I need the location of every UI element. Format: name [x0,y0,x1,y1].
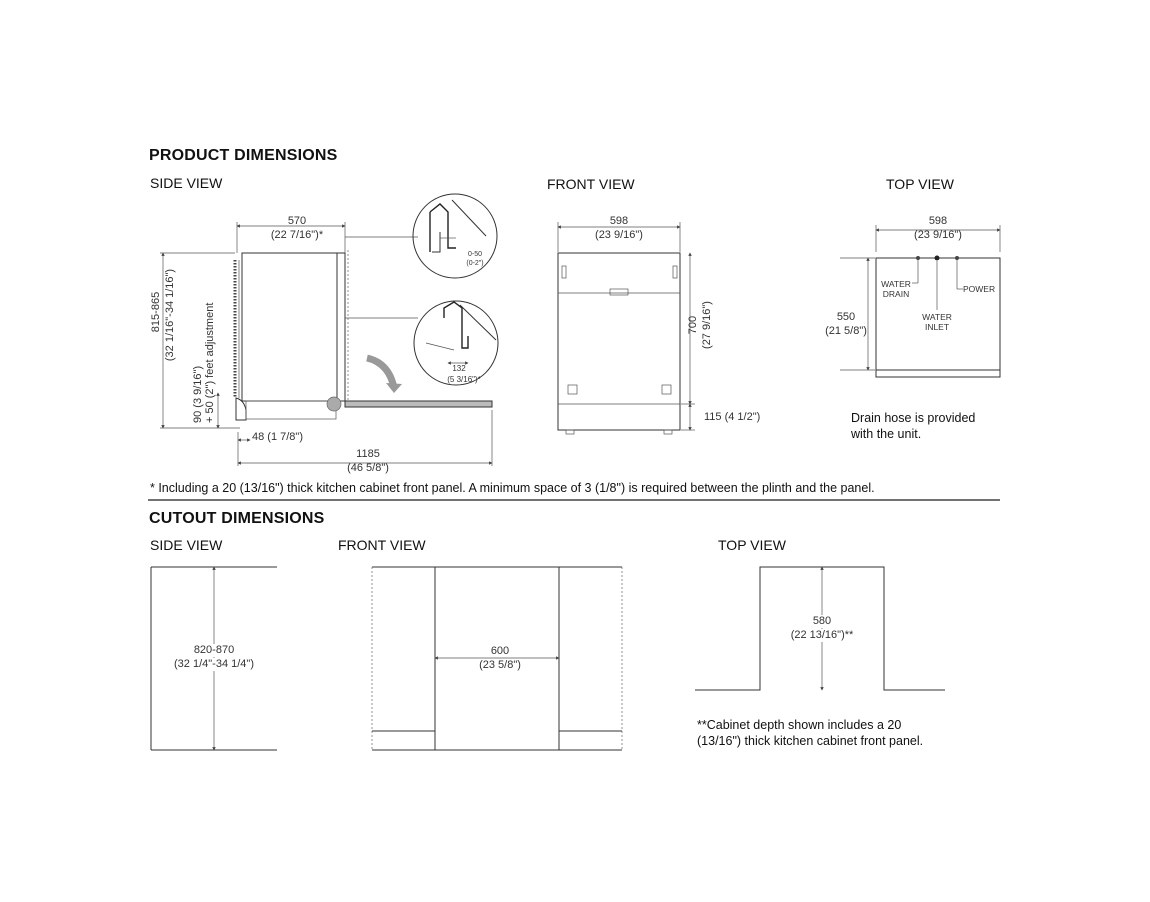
gap-value: 0-50 [467,251,482,258]
cabinet-depth-note-2: (13/16") thick kitchen cabinet front panel. [697,734,924,748]
drain-hose-note-2: with the unit. [851,427,922,441]
product-front-view-drawing [558,222,695,434]
top-depth-inches: (21 5/8") [825,325,867,337]
cutout-dimensions-title: CUTOUT DIMENSIONS [149,510,325,527]
cabinet-depth-note-1: **Cabinet depth shown includes a 20 [697,718,902,732]
side-depth-inches: (22 7/16")* [270,229,324,241]
feet-height-value: 90 (3 9/16") [192,365,204,423]
cutout-depth-value: 580 [792,615,852,628]
front-height-value: 700 [687,315,699,335]
plinth-value: 48 (1 7/8") [252,431,303,443]
product-footnote: * Including a 20 (13/16") thick kitchen cabinet front panel. A minimum space of 3 (1/8") is required between the plinth and the panel. [150,481,875,495]
water-drain-label-1: WATER [881,279,911,289]
open-depth-value: 1185 [356,448,380,460]
product-top-view-label: TOP VIEW [886,176,954,192]
front-width-inches: (23 9/16") [595,229,643,241]
water-drain-label-2: DRAIN [882,289,910,299]
feet-adjustment-value: + 50 (2") feet adjustment [204,302,216,423]
product-top-view-drawing [840,225,1000,377]
side-height-value: 815-865 [150,291,162,333]
cutout-top-view-label: TOP VIEW [718,537,786,553]
open-depth-inches: (46 5/8") [347,462,389,474]
front-height-inches: (27 9/16") [701,301,713,349]
front-bottom-value: 115 (4 1/2") [704,411,761,423]
cutout-depth-inches: (22 13/16")** [782,629,862,642]
side-depth-value: 570 [287,215,307,227]
gap-inches: (0-2") [466,260,484,267]
product-dimensions-title: PRODUCT DIMENSIONS [149,147,338,164]
hinge-inches: (5 3/16")* [447,375,481,384]
cutout-width-value: 600 [490,645,510,657]
cutout-width-inches: (23 5/8") [479,659,521,671]
cutout-height-value: 820-870 [164,644,264,657]
top-width-inches: (23 9/16") [914,229,962,241]
cutout-front-view-label: FRONT VIEW [338,537,426,553]
power-label: POWER [963,284,996,294]
cutout-side-view-label: SIDE VIEW [150,537,223,553]
water-inlet-label-1: WATER [922,312,952,322]
top-width-value: 598 [928,215,948,227]
product-front-view-label: FRONT VIEW [547,176,635,192]
cutout-height-inches: (32 1/4"-34 1/4") [154,658,274,671]
front-width-value: 598 [609,215,629,227]
water-inlet-label-2: INLET [924,322,950,332]
product-side-view-label: SIDE VIEW [150,175,223,191]
hinge-value: 132 [452,364,466,373]
side-height-inches: (32 1/16"-34 1/16") [164,268,176,362]
top-depth-value: 550 [836,311,856,323]
drain-hose-note-1: Drain hose is provided [851,411,976,425]
